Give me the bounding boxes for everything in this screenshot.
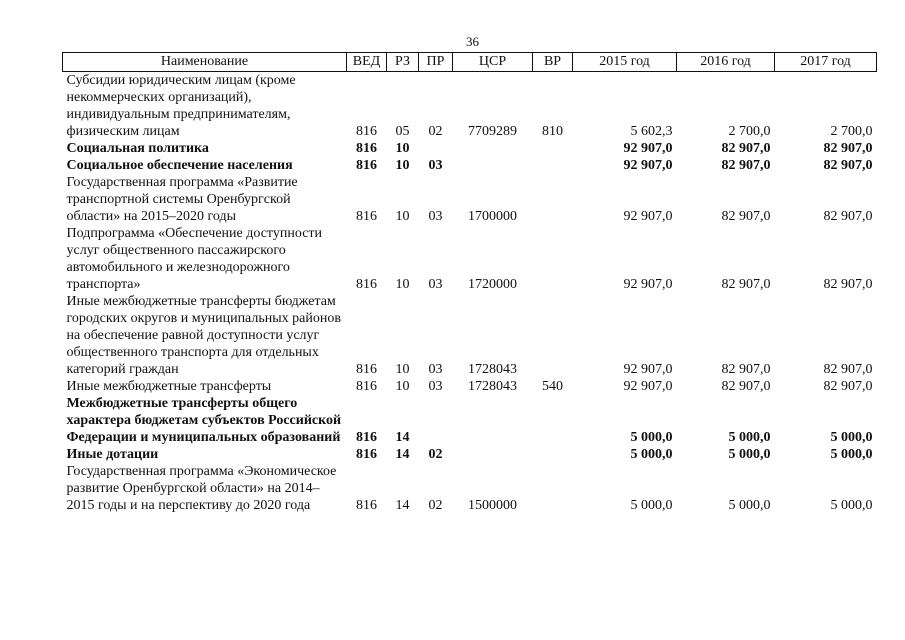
row-csr: 1720000 <box>468 277 517 292</box>
row-rz: 10 <box>395 141 410 156</box>
header-2015: 2015 год <box>573 53 677 72</box>
row-2017: 5 000,0 <box>830 498 873 513</box>
row-vr: 540 <box>542 379 563 394</box>
row-rz: 05 <box>395 124 410 139</box>
row-rz: 10 <box>395 158 410 173</box>
page-number: 36 <box>466 34 479 49</box>
row-2015: 92 907,0 <box>623 158 673 173</box>
header-2016: 2016 год <box>677 53 775 72</box>
row-csr: 7709289 <box>468 124 517 139</box>
row-vr <box>533 446 573 463</box>
row-rz: 14 <box>395 430 410 445</box>
row-ved: 816 <box>356 379 377 394</box>
row-pr: 02 <box>428 498 443 513</box>
table-row <box>63 395 877 446</box>
row-2015: 5 602,3 <box>630 124 673 139</box>
table-row <box>63 140 877 157</box>
row-rz: 14 <box>395 498 410 513</box>
table-row <box>63 293 877 378</box>
row-vr <box>533 395 573 446</box>
row-vr: 810 <box>542 124 563 139</box>
row-2015: 92 907,0 <box>623 277 673 292</box>
row-2016: 2 700,0 <box>728 124 771 139</box>
row-2016: 82 907,0 <box>721 379 771 394</box>
header-name: Наименование <box>63 53 347 72</box>
row-csr <box>453 395 533 446</box>
row-rz: 10 <box>395 379 410 394</box>
row-name: Социальная политика <box>66 141 209 156</box>
row-pr: 03 <box>428 277 443 292</box>
table-row <box>63 378 877 395</box>
row-pr: 02 <box>428 124 443 139</box>
row-vr <box>533 463 573 514</box>
row-pr <box>419 140 453 157</box>
row-2015: 92 907,0 <box>623 379 673 394</box>
row-csr: 1728043 <box>468 379 517 394</box>
row-name: Государственная программа «Развитие транспортной системы Оренбургской области» на 2015–2020 годы <box>66 175 298 224</box>
row-name: Подпрограмма «Обеспечение доступности услуг общественного пассажирского автомобильного и железнодорожного транспорта» <box>66 226 323 292</box>
row-vr <box>533 225 573 293</box>
table-row <box>63 225 877 293</box>
row-pr: 03 <box>428 362 443 377</box>
row-csr: 1728043 <box>468 362 517 377</box>
row-2015: 5 000,0 <box>630 430 673 445</box>
header-csr: ЦСР <box>453 53 533 72</box>
row-rz: 14 <box>395 447 410 462</box>
row-2015: 92 907,0 <box>623 141 673 156</box>
row-pr: 03 <box>428 379 443 394</box>
row-2016: 82 907,0 <box>721 141 771 156</box>
table-row <box>63 72 877 141</box>
row-2015: 5 000,0 <box>630 447 673 462</box>
row-2017: 5 000,0 <box>830 430 873 445</box>
row-vr <box>533 293 573 378</box>
row-rz: 10 <box>395 362 410 377</box>
row-rz: 10 <box>395 277 410 292</box>
row-name: Иные дотации <box>66 447 159 462</box>
table-row <box>63 463 877 514</box>
row-ved: 816 <box>356 447 377 462</box>
row-name: Субсидии юридическим лицам (кроме некоммерческих организаций), индивидуальным предпринимателям, физическим лицам <box>66 73 296 139</box>
header-ved: ВЕД <box>347 53 387 72</box>
row-csr: 1700000 <box>468 209 517 224</box>
row-ved: 816 <box>356 158 377 173</box>
row-2015: 5 000,0 <box>630 498 673 513</box>
row-ved: 816 <box>356 498 377 513</box>
row-csr: 1500000 <box>468 498 517 513</box>
row-pr: 03 <box>428 209 443 224</box>
row-2017: 82 907,0 <box>823 158 873 173</box>
header-2017: 2017 год <box>775 53 877 72</box>
row-2016: 5 000,0 <box>728 430 771 445</box>
row-name: Иные межбюджетные трансферты <box>66 379 272 394</box>
row-2016: 82 907,0 <box>721 158 771 173</box>
row-ved: 816 <box>356 362 377 377</box>
row-csr <box>453 140 533 157</box>
row-rz: 10 <box>395 209 410 224</box>
row-2016: 82 907,0 <box>721 362 771 377</box>
row-2017: 82 907,0 <box>823 277 873 292</box>
row-name: Социальное обеспечение населения <box>66 158 293 173</box>
row-name: Межбюджетные трансферты общего характера бюджетам субъектов Российской Федерации и муниципальных образований <box>66 396 342 445</box>
row-2017: 82 907,0 <box>823 141 873 156</box>
row-2015: 92 907,0 <box>623 209 673 224</box>
header-vr: ВР <box>533 53 573 72</box>
table-row <box>63 174 877 225</box>
table-header-row <box>63 53 877 72</box>
row-ved: 816 <box>356 141 377 156</box>
row-2016: 82 907,0 <box>721 277 771 292</box>
row-pr: 02 <box>428 447 443 462</box>
table-row <box>63 157 877 174</box>
row-name: Государственная программа «Экономическое развитие Оренбургской области» на 2014–2015 годы и на перспективу до 2020 года <box>66 464 337 513</box>
row-ved: 816 <box>356 277 377 292</box>
header-rz: РЗ <box>387 53 419 72</box>
row-2017: 2 700,0 <box>830 124 873 139</box>
row-vr <box>533 174 573 225</box>
row-2016: 82 907,0 <box>721 209 771 224</box>
row-ved: 816 <box>356 124 377 139</box>
row-2017: 82 907,0 <box>823 209 873 224</box>
row-2015: 92 907,0 <box>623 362 673 377</box>
header-pr: ПР <box>419 53 453 72</box>
row-pr: 03 <box>428 158 443 173</box>
row-2017: 82 907,0 <box>823 362 873 377</box>
row-ved: 816 <box>356 430 377 445</box>
row-pr <box>419 395 453 446</box>
row-csr <box>453 446 533 463</box>
row-2016: 5 000,0 <box>728 447 771 462</box>
table-row <box>63 446 877 463</box>
row-name: Иные межбюджетные трансферты бюджетам городских округов и муниципальных районов на обеспечение равной доступности услуг общественного транспорта для отдельных категорий граждан <box>66 294 341 377</box>
row-2016: 5 000,0 <box>728 498 771 513</box>
row-vr <box>533 140 573 157</box>
row-2017: 5 000,0 <box>830 447 873 462</box>
row-2017: 82 907,0 <box>823 379 873 394</box>
row-vr <box>533 157 573 174</box>
row-csr <box>453 157 533 174</box>
budget-table <box>62 52 877 514</box>
row-ved: 816 <box>356 209 377 224</box>
